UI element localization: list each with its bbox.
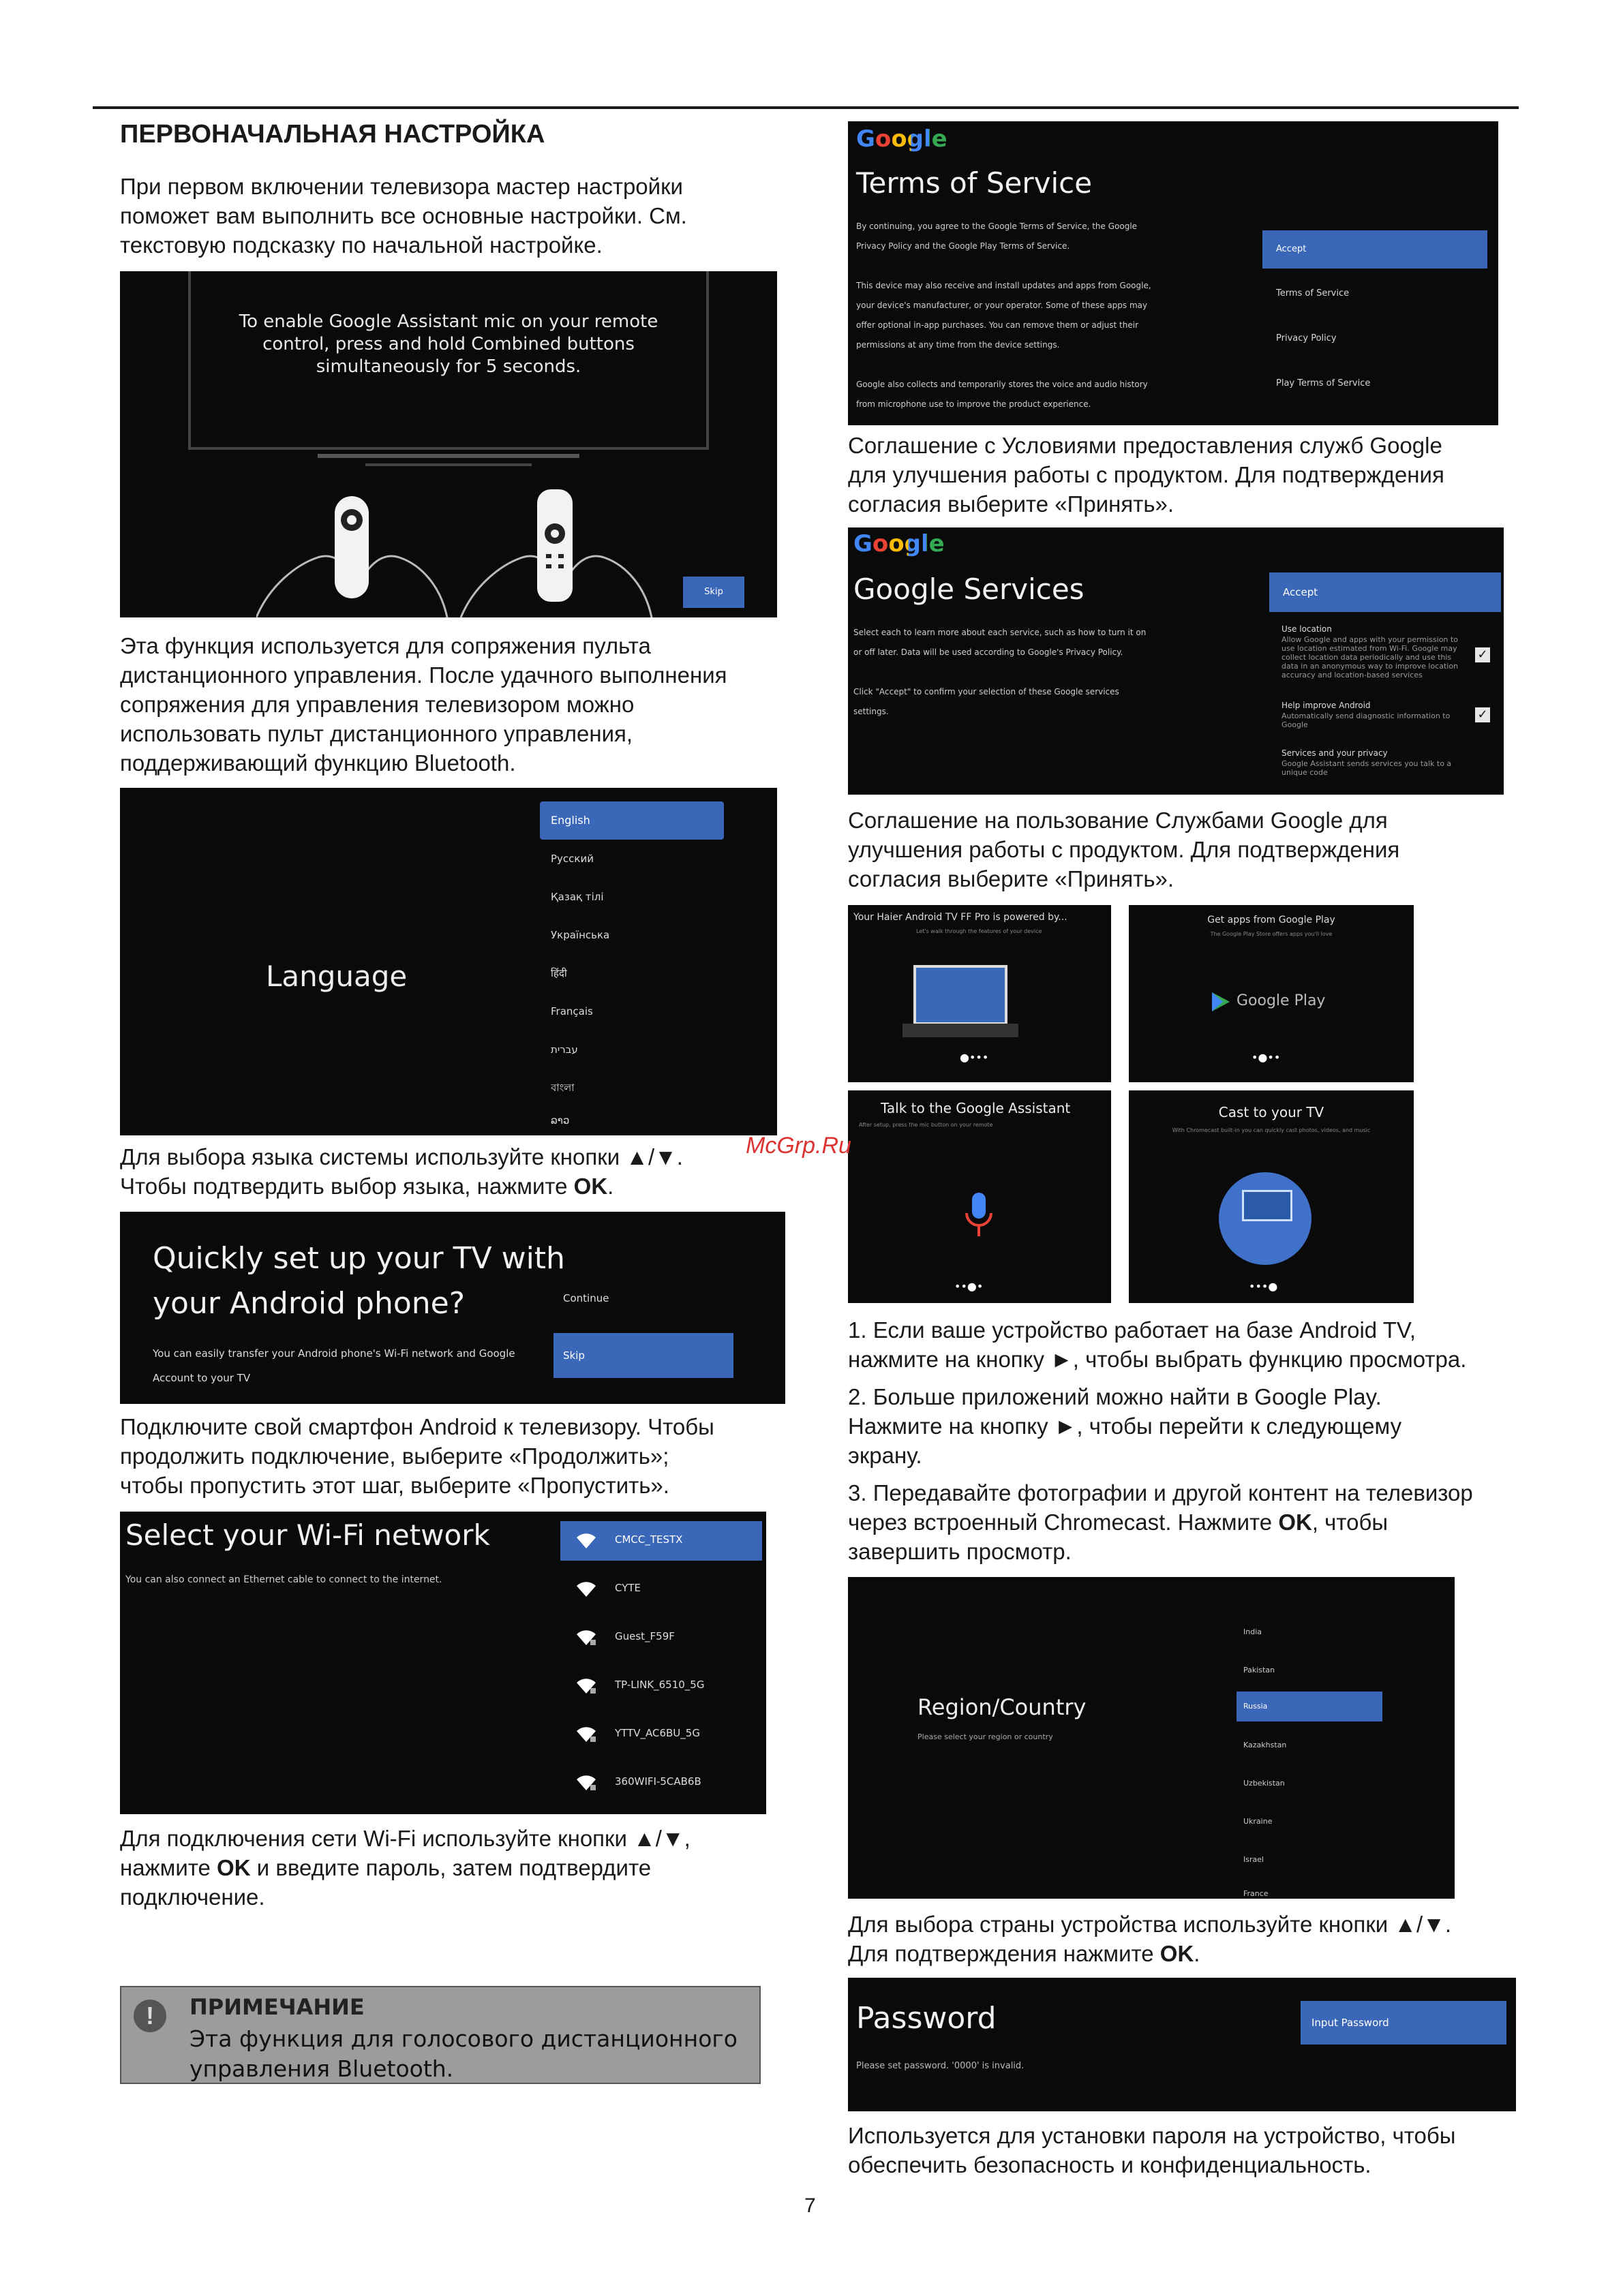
region-option[interactable]: Israel — [1243, 1855, 1264, 1864]
password-screen — [848, 1978, 1516, 2111]
language-option[interactable]: Українська — [551, 929, 610, 941]
pager-dots: •••● — [1249, 1280, 1278, 1293]
services-body: Select each to learn more about each service, such as how to turn it on or off later. Data will be used according to Google's Privacy Policy. Click "Accept" to confirm your selection of these Google services settings. — [853, 628, 1147, 716]
hands-remotes-illustration — [256, 483, 665, 617]
region-screen — [848, 1577, 1455, 1899]
exclamation-icon: ! — [134, 2000, 166, 2032]
password-desc: Please set password. '0000' is invalid. — [856, 2061, 1025, 2071]
pairing-paragraph: Эта функция используется для сопряжения пульта дистанционного управления. После удачного выполнения сопряжения для управления телевизором можно использовать пульт дистанционного управления, поддерживающий функцию Bluetooth. — [120, 633, 727, 776]
terms-of-service-screen — [848, 121, 1498, 425]
language-list — [540, 801, 724, 1134]
tile-google-play: Get apps from Google Play The Google Play Store offers apps you'll love Google Play •●•• — [1129, 905, 1414, 1082]
wifi-title: Select your Wi-Fi network — [125, 1518, 490, 1552]
tv-base — [365, 463, 532, 466]
language-option[interactable]: Русский — [551, 853, 594, 865]
pager-dots: •●•• — [1252, 1051, 1281, 1064]
region-option[interactable]: France — [1243, 1889, 1269, 1898]
wifi-network-item[interactable]: 360WIFI-5CAB6B — [560, 1763, 765, 1804]
microphone-icon — [964, 1193, 994, 1240]
wifi-lock-icon — [577, 1775, 596, 1790]
phone-skip-option[interactable]: Skip — [553, 1333, 733, 1378]
note-box — [120, 1986, 761, 2084]
language-option[interactable]: עברית — [551, 1043, 578, 1056]
note-text: Эта функция для голосового дистанционного управления Bluetooth. — [189, 2025, 738, 2082]
location-checkbox[interactable]: ✓ — [1475, 647, 1490, 662]
wifi-network-item[interactable]: YTTV_AC6BU_5G — [560, 1715, 765, 1756]
page-heading: ПЕРВОНАЧАЛЬНАЯ НАСТРОЙКА — [120, 120, 545, 149]
improve-android-checkbox[interactable]: ✓ — [1475, 707, 1490, 722]
tos-title: Terms of Service — [856, 166, 1093, 200]
phone-paragraph: Подключите свой смартфон Android к телевизору. Чтобы продолжить подключение, выберите «Продолжить»; чтобы пропустить этот шаг, выберите «Пропустить». — [120, 1414, 714, 1498]
service-item-privacy[interactable]: Services and your privacy Google Assistant sends services you talk to a unique code — [1281, 748, 1452, 777]
region-option[interactable]: India — [1243, 1627, 1262, 1636]
language-option[interactable]: हिंदी — [551, 967, 567, 979]
region-title: Region/Country — [917, 1694, 1087, 1720]
service-item-location[interactable]: Use location Allow Google and apps with your permission to use location estimated from Wi-Fi. Google may collect location data periodically and use this data in an anonymous way to improve location accuracy and location-based services — [1281, 624, 1459, 679]
tile-google-assistant: Talk to the Google Assistant After setup, press the mic button on your remote ••●• — [848, 1090, 1111, 1303]
wifi-network-item[interactable]: CMCC_TESTX — [560, 1521, 765, 1562]
pager-dots: ●••• — [960, 1051, 989, 1064]
tile-cast: Cast to your TV With Chromecast built-in you can quickly cast photos, videos, and music •••● — [1129, 1090, 1414, 1303]
region-option[interactable]: Pakistan — [1243, 1666, 1275, 1674]
wifi-desc: You can also connect an Ethernet cable to connect to the internet. — [125, 1574, 442, 1585]
phone-continue-option[interactable]: Continue — [563, 1292, 609, 1304]
watermark: McGrp.Ru — [746, 1133, 851, 1159]
tos-terms-option[interactable]: Terms of Service — [1276, 288, 1350, 299]
tos-accept-option[interactable]: Accept — [1262, 230, 1487, 269]
assistant-skip-button[interactable]: Skip — [683, 577, 744, 608]
wifi-network-list — [560, 1521, 762, 1814]
page-number: 7 — [804, 2194, 816, 2217]
wifi-network-item[interactable]: CYTE — [560, 1570, 765, 1610]
tos-privacy-option[interactable]: Privacy Policy — [1276, 333, 1337, 343]
assistant-screen — [120, 271, 777, 617]
wifi-paragraph: Для подключения сети Wi-Fi используйте кнопки ▲/▼, нажмите OK и введите пароль, затем подтвердите подключение. — [120, 1826, 691, 1910]
language-option[interactable]: বাংলা — [551, 1082, 575, 1094]
google-play-label: Google Play — [1237, 992, 1326, 1009]
wifi-lock-icon — [577, 1630, 596, 1645]
region-option[interactable]: Ukraine — [1243, 1817, 1273, 1826]
wifi-lock-icon — [577, 1679, 596, 1694]
region-option-selected[interactable]: Russia — [1237, 1692, 1382, 1721]
tv-base-illustration — [902, 1024, 1018, 1037]
services-paragraph: Соглашение на пользование Службами Google для улучшения работы с продуктом. Для подтверждения согласия выберите «Принять». — [848, 808, 1400, 891]
language-option[interactable]: ລາວ — [551, 1114, 570, 1127]
intro-paragraph: При первом включении телевизора мастер настройки поможет вам выполнить все основные настройки. См. текстовую подсказку по начальной настройке. — [120, 174, 687, 258]
google-logo: Google — [853, 530, 945, 557]
language-screen — [120, 788, 777, 1135]
google-play-icon — [1211, 991, 1231, 1013]
tos-paragraph: Соглашение с Условиями предоставления служб Google для улучшения работы с продуктом. Для подтверждения согласия выберите «Принять». — [848, 433, 1444, 517]
language-option[interactable]: Қазақ тілі — [551, 891, 604, 903]
password-input-option[interactable]: Input Password — [1301, 2001, 1506, 2045]
language-paragraph: Для выбора языка системы используйте кнопки ▲/▼. Чтобы подтвердить выбор языка, нажмите OK. — [120, 1144, 683, 1199]
note-title: ПРИМЕЧАНИЕ — [189, 1994, 365, 2020]
tos-body: By continuing, you agree to the Google Terms of Service, the Google Privacy Policy and the Google Play Terms of Service. This device may also receive and install updates and apps from Google, your device's manufacturer, or your operator. Some of these apps may offer optional in-app purchases. You can remove them or adjust their permissions at any time from the device settings. Google also collects and temporarily stores the voice and audio history from microphone use to improve the product experience. — [856, 221, 1151, 409]
services-accept-option[interactable]: Accept — [1269, 572, 1501, 612]
wifi-icon — [577, 1533, 596, 1548]
top-rule — [93, 106, 1519, 109]
phone-setup-desc: You can easily transfer your Android phone's Wi-Fi network and Google Account to your TV — [153, 1347, 515, 1384]
tv-illustration — [913, 965, 1007, 1025]
tile-android-tv: Your Haier Android TV FF Pro is powered by... Let's walk through the features of your device ●••• — [848, 905, 1111, 1082]
features-paragraph: 1. Если ваше устройство работает на базе Android TV, нажмите на кнопку ►, чтобы выбрать функцию просмотра. 2. Больше приложений можно найти в Google Play. Нажмите на кнопку ►, чтобы перейти к следующему экрану. 3. Передавайте фотографии и другой контент на телевизор через встроенный Chromecast. Нажмите OK, чтобы завершить просмотр. — [848, 1317, 1473, 1564]
language-option[interactable]: Français — [551, 1005, 593, 1017]
google-logo: Google — [856, 125, 947, 153]
password-paragraph: Используется для установки пароля на устройство, чтобы обеспечить безопасность и конфиденциальность. — [848, 2123, 1456, 2177]
language-title: Language — [266, 960, 408, 993]
wifi-lock-icon — [577, 1727, 596, 1742]
cast-tv-icon — [1242, 1190, 1292, 1221]
assistant-message: To enable Google Assistant mic on your remote control, press and hold Combined buttons simultaneously for 5 seconds. — [239, 311, 658, 377]
tos-play-terms-option[interactable]: Play Terms of Service — [1276, 378, 1371, 388]
region-option[interactable]: Kazakhstan — [1243, 1741, 1287, 1749]
google-services-screen — [848, 527, 1504, 795]
tv-stand — [318, 454, 579, 458]
wifi-network-item[interactable]: Guest_F59F — [560, 1618, 765, 1659]
service-item-improve-android[interactable]: Help improve Android Automatically send diagnostic information to Google — [1281, 701, 1451, 729]
region-option[interactable]: Uzbekistan — [1243, 1779, 1285, 1788]
services-title: Google Services — [853, 572, 1084, 606]
pager-dots: ••●• — [954, 1280, 984, 1293]
password-title: Password — [856, 2001, 997, 2036]
language-option-selected[interactable]: English — [540, 801, 724, 840]
wifi-screen — [120, 1512, 766, 1814]
region-paragraph: Для выбора страны устройства используйте кнопки ▲/▼. Для подтверждения нажмите OK. — [848, 1912, 1452, 1966]
region-desc: Please select your region or country — [917, 1732, 1053, 1741]
wifi-icon — [577, 1582, 596, 1597]
phone-setup-screen — [120, 1212, 785, 1404]
phone-setup-title: Quickly set up your TV with your Android phone? — [153, 1241, 565, 1321]
wifi-network-item[interactable]: TP-LINK_6510_5G — [560, 1666, 765, 1707]
